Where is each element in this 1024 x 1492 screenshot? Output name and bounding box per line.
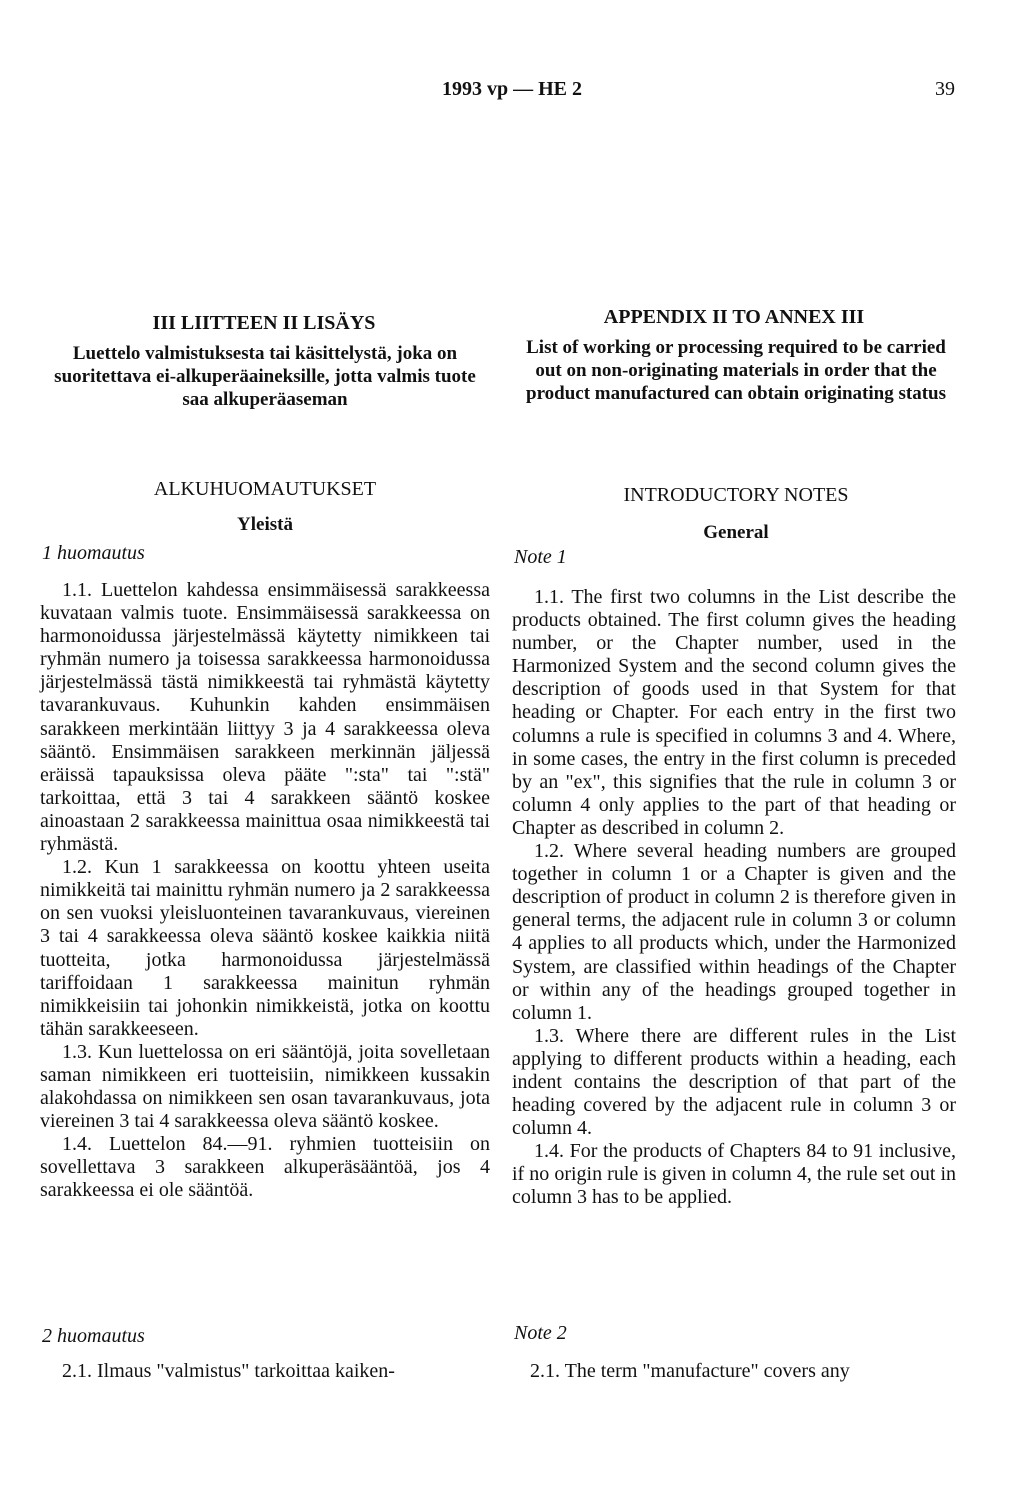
- right-paragraph-1-2: 1.2. Where several heading numbers are grouped together in column 1 or a Chapter is given and the description of product in column 2 is therefore given in general terms, the adjacent rule in column 3 or column 4 applies to all products which, under the Harmonized System, are classified within headings of the Chapter or within any of the headings grouped together in column 1.: [512, 840, 956, 1024]
- left-paragraph-1-4: 1.4. Luettelon 84.—91. ryhmien tuotteisiin on sovellettava 3 sarakkeen alkuperäsääntöä, jos 4 sarakkeessa ei ole sääntöä.: [40, 1133, 490, 1202]
- right-note1-label: Note 1: [514, 546, 567, 568]
- left-note2-label: 2 huomautus: [42, 1325, 145, 1347]
- page-number: 39: [935, 78, 955, 100]
- left-paragraph-1-2: 1.2. Kun 1 sarakkeessa on koottu yhteen useita nimikkeitä tai mainittu ryhmän numero ja 2 sarakkeessa on sen vuoksi yleisluonteinen tavarankuvaus, viereinen 3 tai 4 sarakkeessa oleva sääntö koskee kaikkia niitä tuotteita, jotka harmonoidussa järjestelmässä tariffoidaan 1 sarakkeessa mainitun ryhmän nimikkeisiin tai johonkin nimikkeistä, jotka on koottu tähän sarakkeeseen.: [40, 856, 490, 1040]
- running-head: 1993 vp — HE 2: [441, 78, 583, 100]
- right-notes-heading: INTRODUCTORY NOTES: [623, 484, 849, 506]
- left-body-text: [40, 579, 490, 1203]
- left-appendix-subtitle: Luettelo valmistuksesta tai käsittelystä, joka on suoritettava ei-alkuperäaineksille, jotta valmis tuote saa alkuperäaseman: [54, 343, 476, 410]
- left-notes-heading: ALKUHUOMAUTUKSET: [153, 478, 377, 500]
- page-header: [0, 78, 1024, 108]
- left-paragraph-1-3: 1.3. Kun luettelossa on eri sääntöjä, joita sovelletaan saman nimikkeen eri tuotteisiin, nimikkeen kussakin alakohdassa on nimikkeen sen osan tavarankuvaus, jota viereinen 3 tai 4 sarakkeessa oleva sääntö koskee.: [40, 1040, 490, 1133]
- right-general-heading: General: [703, 522, 769, 543]
- left-paragraph-1-1: 1.1. Luettelon kahdessa ensimmäisessä sarakkeessa kuvataan valmis tuote. Ensimmäisessä sarakkeessa on harmonoidussa järjestelmässä käytetty nimikkeen tai ryhmän numero ja toisessa sarakkeessa harmonoidussa järjestelmässä tästä nimikkeestä tai ryhmästä käytetty tavarankuvaus. Kuhunkin kahden ensimmäisen sarakkeen merkintään liittyy 3 ja 4 sarakkeessa oleva sääntö. Ensimmäisen sarakkeen merkinnän jäljessä eräissä tapauksissa oleva pääte ":sta" tai ":stä" tarkoittaa, että 3 tai 4 sarakkeen sääntö koskee ainoastaan 2 sarakkeessa mainittua osaa nimikkeestä tai ryhmästä.: [40, 579, 490, 856]
- right-appendix-subtitle: List of working or processing required to be carried out on non-originating materials in order that the product manufactured can obtain originating status: [526, 337, 946, 404]
- left-appendix-title: III LIITTEEN II LISÄYS: [152, 312, 376, 334]
- left-note2-start: 2.1. Ilmaus "valmistus" tarkoittaa kaiken-: [62, 1360, 395, 1382]
- right-body-text: [512, 586, 956, 1210]
- right-note2-start: 2.1. The term "manufacture" covers any: [530, 1360, 850, 1382]
- right-paragraph-1-4: 1.4. For the products of Chapters 84 to 91 inclusive, if no origin rule is given in column 4, the rule set out in column 3 has to be applied.: [512, 1140, 956, 1209]
- right-appendix-title: APPENDIX II TO ANNEX III: [603, 306, 865, 328]
- left-general-heading: Yleistä: [237, 514, 293, 535]
- left-note1-label: 1 huomautus: [42, 542, 145, 564]
- right-paragraph-1-3: 1.3. Where there are different rules in the List applying to different products within a heading, each indent contains the description of that part of the heading covered by the adjacent rule in column 3 or column 4.: [512, 1024, 956, 1140]
- right-note2-label: Note 2: [514, 1322, 567, 1344]
- right-paragraph-1-1: 1.1. The first two columns in the List describe the products obtained. The first column gives the heading number, or the Chapter number, used in the Harmonized System and the second column gives the description of goods used in that System for that heading or Chapter. For each entry in the first two columns a rule is specified in columns 3 and 4. Where, in some cases, the entry in the first column is preceded by an "ex", this signifies that the rule in column 3 or column 4 only applies to the part of that heading or Chapter as described in column 2.: [512, 586, 956, 839]
